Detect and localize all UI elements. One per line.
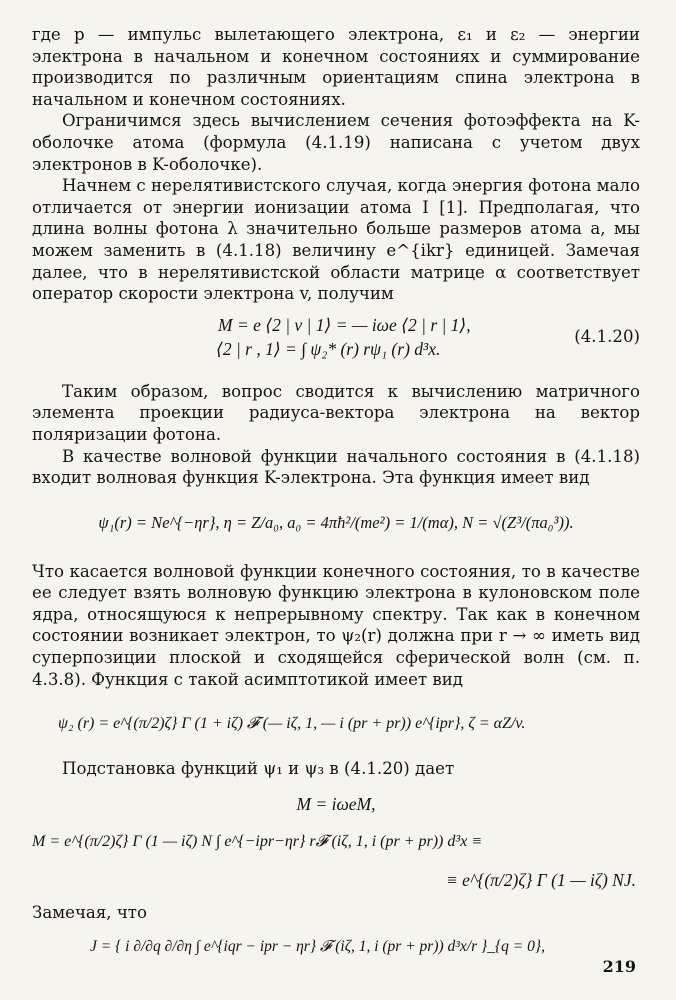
- equation-psi2: ψ₂ (r) = e^{(π/2)ζ} Γ (1 + iζ) 𝓕 (— iζ, 1, — i (pr + pr)) e^{ipr}, ζ = αZ/v.: [58, 715, 526, 733]
- equation-M2: M = e^{(π/2)ζ} Γ (1 — iζ) N ∫ e^{−ipr−ηr} r𝓕 (iζ, 1, i (pr + pr)) d³x ≡: [32, 832, 483, 850]
- paragraph-2: Ограничимся здесь вычислением сечения фотоэффекта на K-оболочке атома (формула (4.1.19) написана с учетом двух электронов в K-оболочке).: [32, 111, 640, 174]
- equation-psi1: ψ₁(r) = Ne^{−ηr}, η = Z/a₀, a₀ = 4πħ²/(me²) = 1/(mα), N = √(Z³/(πa₀³)).: [98, 512, 574, 532]
- paragraph-5: В качестве волновой функции начального состояния в (4.1.18) входит волновая функция K-электрона. Эта функция имеет вид: [32, 446, 640, 488]
- paragraph-4: Таким образом, вопрос сводится к вычислению матричного элемента проекции радиуса-вектора электрона на вектор поляризации фотона.: [32, 381, 640, 444]
- equation-M1: M = iωeM,: [296, 793, 376, 814]
- paragraph-8: Замечая, что: [32, 902, 147, 922]
- paragraph-7: Подстановка функций ψ₁ и ψ₃ в (4.1.20) дает: [62, 759, 455, 779]
- equation-number: (4.1.20): [574, 326, 640, 346]
- paragraph-3: Начнем с нерелятивистского случая, когда энергия фотона мало отличается от энергии ионизации атома I [1]. Предполагая, что длина волны фотона λ значительно больше размеров атома a, мы можем заменить в (4.1.18) величину e^{ikr} единицей. Замечая далее, что в нерелятивистской области матрице α соответствует оператор скорости электрона v, получим: [32, 176, 640, 304]
- equation-4-1-20: [32, 313, 640, 361]
- equation-M3: ≡ e^{(π/2)ζ} Γ (1 — iζ) NJ.: [445, 869, 636, 890]
- equation-J: J = { i ∂/∂q ∂/∂η ∫ e^{iqr − ipr − ηr} 𝓕 (iζ, 1, i (pr + pr)) d³x/r }_{q = 0},: [90, 938, 545, 956]
- paragraph-1: где p — импульс вылетающего электрона, ε₁ и ε₂ — энергии электрона в начальном и конечном состояниях и суммирование производится по различным ориентациям спина электрона в начальном и конечном состояниях.: [32, 25, 640, 109]
- page-number: 219: [602, 957, 636, 976]
- equation-line: ⟨2 | r , 1⟩ = ∫ ψ₂* (r) rψ₁ (r) d³x.: [216, 338, 441, 359]
- equation-line: M = e ⟨2 | v | 1⟩ = — iωe ⟨2 | r | 1⟩,: [218, 314, 471, 335]
- paragraph-6: Что касается волновой функции конечного состояния, то в качестве ее следует взять волновую функцию электрона в кулоновском поле ядра, относящуюся к непрерывному спектру. Так как в конечном состоянии возникает электрон, то ψ₂(r) должна при r → ∞ иметь вид суперпозиции плоской и сходящейся сферической волн (см. п. 4.3.8). Функция с такой асимптотикой имеет вид: [32, 561, 640, 689]
